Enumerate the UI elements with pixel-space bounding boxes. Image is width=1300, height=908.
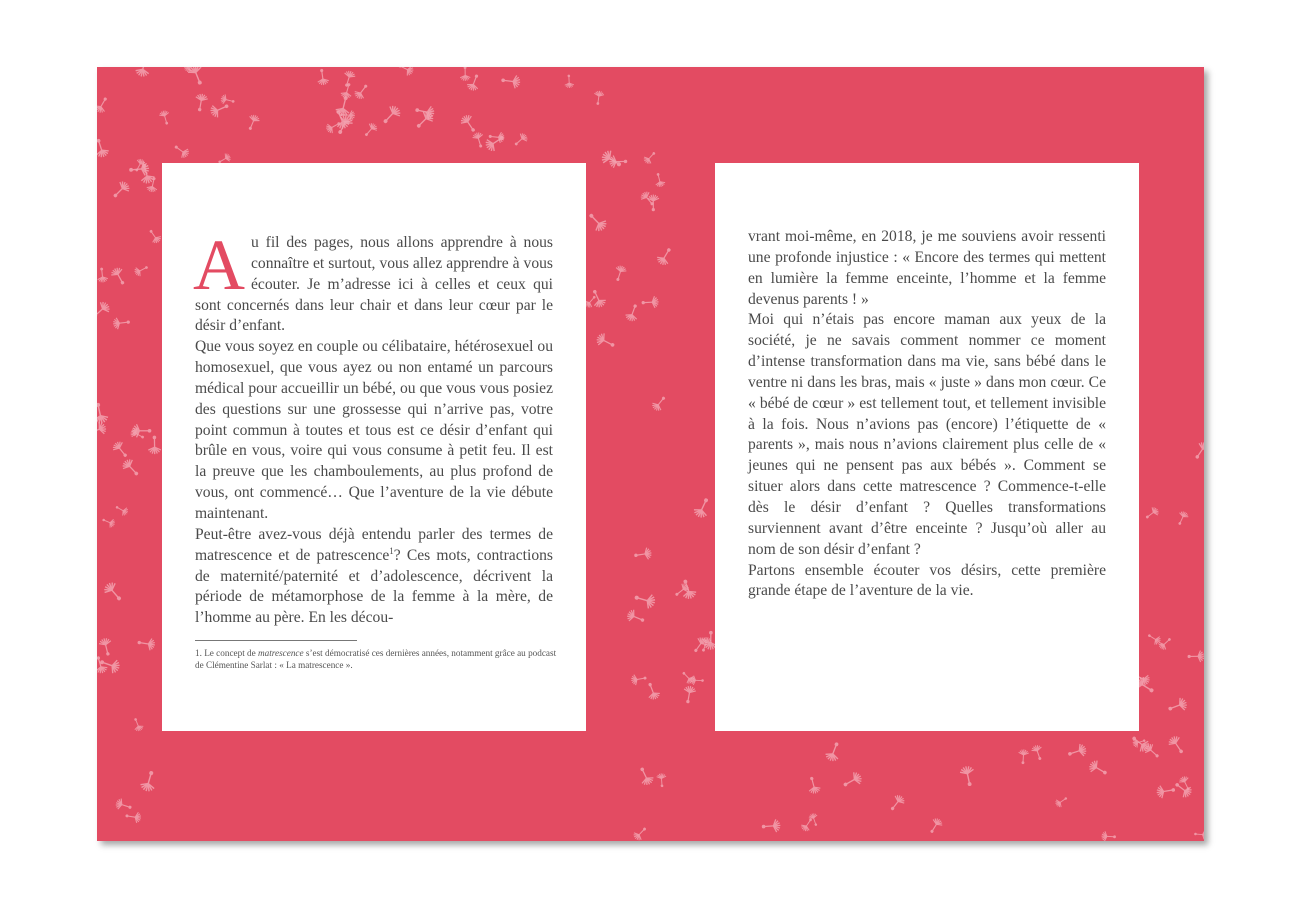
footnote-reference: 1: [389, 545, 394, 556]
dandelion-seed-125: [1166, 734, 1187, 756]
dandelion-seed-11: [353, 82, 371, 101]
dandelion-seed-62: [125, 810, 142, 823]
dandelion-seed-104: [633, 590, 656, 609]
dandelion-seed-32: [316, 69, 329, 86]
dandelion-seed-115: [656, 773, 666, 787]
dandelion-seed-61: [97, 300, 112, 321]
right-paragraph-3: Partons ensemble écouter vos désirs, cette première grande étape de l’aventure de la vie.: [748, 561, 1106, 600]
dandelion-seed-81: [692, 496, 713, 520]
dandelion-seed-91: [887, 793, 906, 813]
dandelion-seed-73: [625, 608, 646, 626]
footnote-italic-term: matrescence: [258, 648, 304, 658]
footnote-end: s’est démocratisé ces dernières années, notamment grâce au podcast de Clémentine Sarlat : « La matrescence ».: [195, 648, 557, 670]
dandelion-seed-25: [483, 132, 506, 154]
dandelion-seed-54: [97, 655, 108, 674]
dandelion-seed-36: [194, 93, 209, 112]
dandelion-seed-44: [120, 457, 142, 479]
dandelion-seed-53: [114, 503, 129, 517]
dandelion-seed-122: [1188, 650, 1204, 662]
dandelion-seed-30: [220, 94, 235, 107]
dandelion-seed-52: [97, 268, 108, 283]
dandelion-seed-83: [800, 816, 815, 833]
dandelion-seed-46: [133, 263, 150, 278]
dandelion-seed-51: [111, 439, 131, 459]
dandelion-seed-19: [397, 67, 415, 77]
dandelion-seed-78: [642, 150, 658, 166]
dandelion-seed-41: [139, 770, 158, 793]
dandelion-seed-40: [148, 436, 161, 454]
dandelion-seed-29: [245, 113, 261, 131]
dandelion-seed-17: [501, 74, 521, 89]
dandelion-seed-67: [595, 332, 617, 352]
dandelion-seed-45: [97, 402, 109, 425]
dandelion-seed-100: [680, 669, 696, 685]
left-page: [162, 163, 586, 731]
dandelion-seed-114: [1087, 759, 1109, 779]
dandelion-seed-66: [624, 303, 641, 323]
dandelion-seed-128: [1194, 829, 1204, 839]
left-paragraph-3: [195, 525, 553, 629]
dandelion-seed-105: [634, 547, 652, 561]
dandelion-seed-127: [1192, 440, 1204, 461]
dandelion-seed-64: [137, 636, 156, 650]
dandelion-seed-68: [650, 394, 668, 413]
dandelion-seed-56: [110, 179, 132, 201]
dandelion-seed-27: [135, 67, 152, 78]
dandelion-seed-20: [208, 100, 230, 119]
dandelion-seed-112: [1101, 831, 1115, 841]
left-page-text: [193, 225, 553, 629]
dandelion-seed-76: [655, 246, 675, 267]
dandelion-seed-84: [1018, 749, 1029, 764]
dandelion-seed-72: [613, 264, 628, 282]
dandelion-seed-9: [172, 142, 191, 160]
dandelion-seed-77: [648, 195, 659, 211]
dandelion-seed-118: [1175, 510, 1190, 526]
dandelion-seed-58: [112, 316, 130, 329]
dandelion-seed-102: [762, 819, 781, 833]
dandelion-seed-28: [564, 75, 574, 88]
dandelion-seed-126: [1156, 784, 1176, 799]
dandelion-seed-3: [460, 67, 470, 81]
dandelion-seed-48: [97, 421, 108, 439]
dandelion-seed-63: [109, 266, 128, 287]
dandelion-seed-97: [1178, 775, 1193, 792]
dandelion-seed-107: [1030, 744, 1045, 761]
dandelion-seed-14: [472, 131, 486, 148]
dandelion-seed-96: [636, 766, 655, 788]
dandelion-seed-74: [653, 172, 666, 188]
dandelion-seed-99: [841, 770, 864, 791]
left-paragraph-3-start: Peut-être avez-vous déjà entendu parler des termes de matrescence et de patrescence: [195, 525, 553, 564]
dandelion-seed-121: [1157, 635, 1173, 651]
dandelion-seed-12: [512, 131, 529, 148]
right-paragraph-2: Moi qui n’étais pas encore maman aux yeux de la société, je ne savais comment nommer ce moment d’intense transformation dans ma vie, sans bébé dans le ventre ni dans les bras, mais « juste » dans mon cœur. Ce « bébé de cœur » est tellement tout, et tellement invisible à la fois. Nous n’avions pas (encore) l’étiquette de « parents », mais nous n’avions clairement plus celle de « jeunes qui ne pensent pas aux bébés ». Comment se situer alors dans cette matrescence ? Commence-t-elle dès le désir d’enfant ? Quelles transformations surviennent avant d’être enceinte ? Jusqu’où aller au nom de son désir d’enfant ?: [748, 311, 1106, 558]
dandelion-seed-86: [927, 816, 944, 835]
left-paragraph-2: Que vous soyez en couple ou célibataire, hétérosexuel ou homosexuel, que vous ayez ou non entamé un parcours médical pour accueillir un bébé, ou que vous vous posiez des questions sur une grossesse qui n’arrive pas, votre point commun à toutes et tous est ce désir d’enfant qui brûle en vous, voire qui vous consume à petit feu. Il est la preuve que les chamboulements, au plus profond de vous, ont commencé… Que l’aventure de la vie débute maintenant.: [195, 338, 553, 522]
right-page: [715, 163, 1139, 731]
dandelion-seed-47: [101, 516, 116, 529]
dandelion-seed-89: [806, 776, 821, 795]
dandelion-seed-39: [459, 113, 479, 135]
dandelion-seed-94: [630, 673, 646, 686]
dandelion-seed-4: [466, 73, 482, 92]
right-paragraph-1: vrant moi-même, en 2018, je me souviens avoir ressenti une profonde injustice : « Encore des termes qui mettent en lumière la femme enceinte, l’homme et la femme devenus parents ! »: [748, 228, 1106, 308]
dandelion-seed-21: [97, 95, 111, 114]
dandelion-seed-101: [632, 825, 649, 841]
dandelion-seed-110: [959, 765, 976, 787]
dandelion-seed-103: [1054, 794, 1069, 808]
drop-cap: A: [193, 225, 245, 305]
right-page-text: [748, 227, 1106, 602]
book-spread: [97, 67, 1204, 841]
footnote: [195, 647, 565, 671]
dandelion-seed-33: [97, 138, 110, 159]
footnote-start: 1. Le concept de: [195, 648, 259, 658]
dandelion-seed-116: [1144, 505, 1161, 521]
left-paragraph-1: u fil des pages, nous allons apprendre à nous connaître et surtout, vous allez apprendre à vous écouter. Je m’adresse ici à celles et ceux qui sont concernés dans leur chair et dans leur cœur par le désir d’enfant.: [195, 234, 553, 335]
dandelion-seed-123: [1167, 696, 1189, 715]
dandelion-seed-38: [380, 103, 403, 127]
left-paragraph-3-end: ? Ces mots, contractions de maternité/paternité et d’adolescence, décrivent la période de métamorphose de la femme à la mère, de l’homme au père. En les décou-: [195, 546, 553, 627]
dandelion-seed-59: [102, 580, 125, 604]
dandelion-seed-75: [642, 296, 659, 308]
dandelion-seed-117: [1146, 631, 1162, 646]
dandelion-seed-55: [146, 228, 162, 245]
dandelion-seed-65: [98, 637, 114, 656]
footnote-divider: [195, 640, 357, 641]
dandelion-seed-24: [593, 90, 604, 105]
dandelion-seed-80: [599, 148, 624, 171]
dandelion-seed-106: [682, 685, 697, 704]
dandelion-seed-42: [131, 717, 144, 733]
dandelion-seed-60: [114, 797, 132, 812]
dandelion-seed-0: [362, 121, 379, 138]
dandelion-seed-6: [158, 109, 171, 125]
dandelion-seed-95: [644, 682, 661, 702]
dandelion-seed-92: [1067, 743, 1088, 761]
dandelion-seed-69: [586, 210, 610, 234]
dandelion-seed-113: [824, 741, 843, 763]
